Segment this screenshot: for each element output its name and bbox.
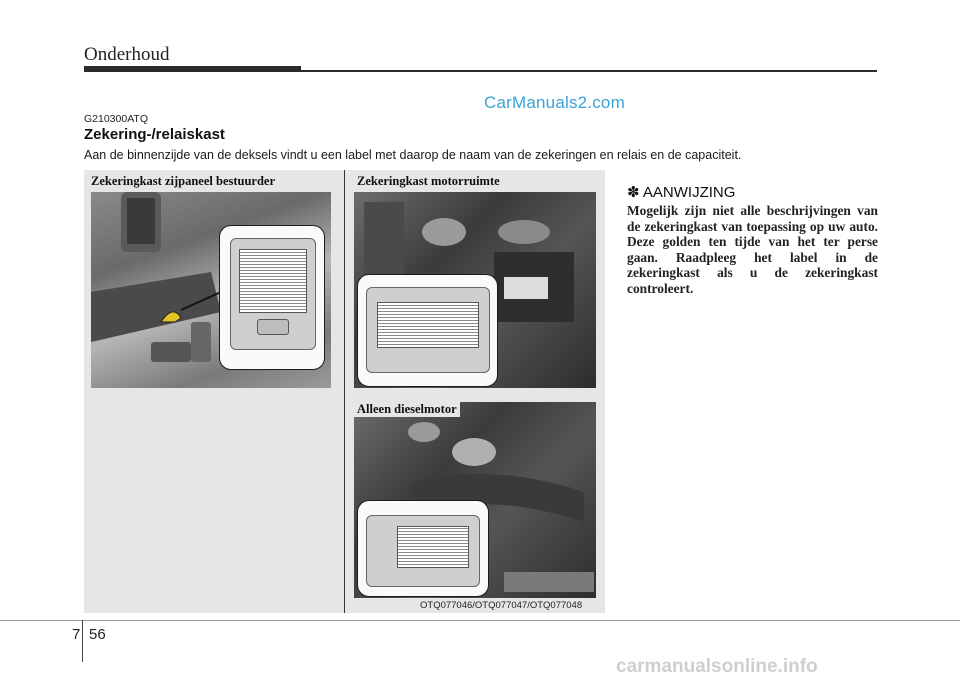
engine-fusebox-inset xyxy=(357,274,498,387)
header-rule-thin xyxy=(301,70,877,72)
watermark-carmanualsonline[interactable]: carmanualsonline.info xyxy=(616,656,818,677)
driver-fusebox-cover xyxy=(230,238,316,350)
footer-rule xyxy=(0,620,960,621)
engine-fuse-label xyxy=(377,302,479,348)
notice-title: AANWIJZING xyxy=(642,184,736,201)
diesel-fusebox-cover xyxy=(366,515,480,587)
driver-fuse-label xyxy=(239,249,307,313)
figure-divider xyxy=(344,170,345,613)
caption-diesel-only: Alleen dieselmotor xyxy=(354,402,460,417)
caption-engine-fusebox: Zekeringkast motorruimte xyxy=(357,174,500,188)
caption-driver-side-fusebox: Zekeringkast zijpaneel bestuurder xyxy=(91,174,276,188)
section-intro: Aan de binnenzijde van de deksels vindt u een label met daarop de naam van de zekeringen en relais en de capaciteit. xyxy=(84,148,742,162)
notice-body: Mogelijk zijn niet alle beschrijvingen van de zekeringkast van toepassing op uw auto. Deze golden ten tijde van het ter perse gaan. Raadpleeg het label in de zekeringkast als u de zekeringkast controleert. xyxy=(627,203,878,296)
page-header-title: Onderhoud xyxy=(84,44,170,65)
header-rule-thick xyxy=(84,66,301,72)
engine-fusebox-cover xyxy=(366,287,490,373)
page-number: 56 xyxy=(89,626,106,643)
chapter-number: 7 xyxy=(72,626,81,643)
notice-icon: ✽ xyxy=(627,184,640,201)
diesel-fusebox-inset xyxy=(357,500,489,597)
section-heading: Zekering-/relaiskast xyxy=(84,126,225,143)
notice-heading xyxy=(627,183,735,201)
footer-divider xyxy=(82,620,83,662)
driver-fusebox-inset xyxy=(219,225,325,370)
diesel-fuse-label xyxy=(397,526,469,568)
watermark-carmanuals2[interactable]: CarManuals2.com xyxy=(484,93,625,112)
fusebox-latch xyxy=(257,319,289,335)
section-code: G210300ATQ xyxy=(84,113,149,125)
photo-reference-codes: OTQ077046/OTQ077047/OTQ077048 xyxy=(420,600,583,611)
